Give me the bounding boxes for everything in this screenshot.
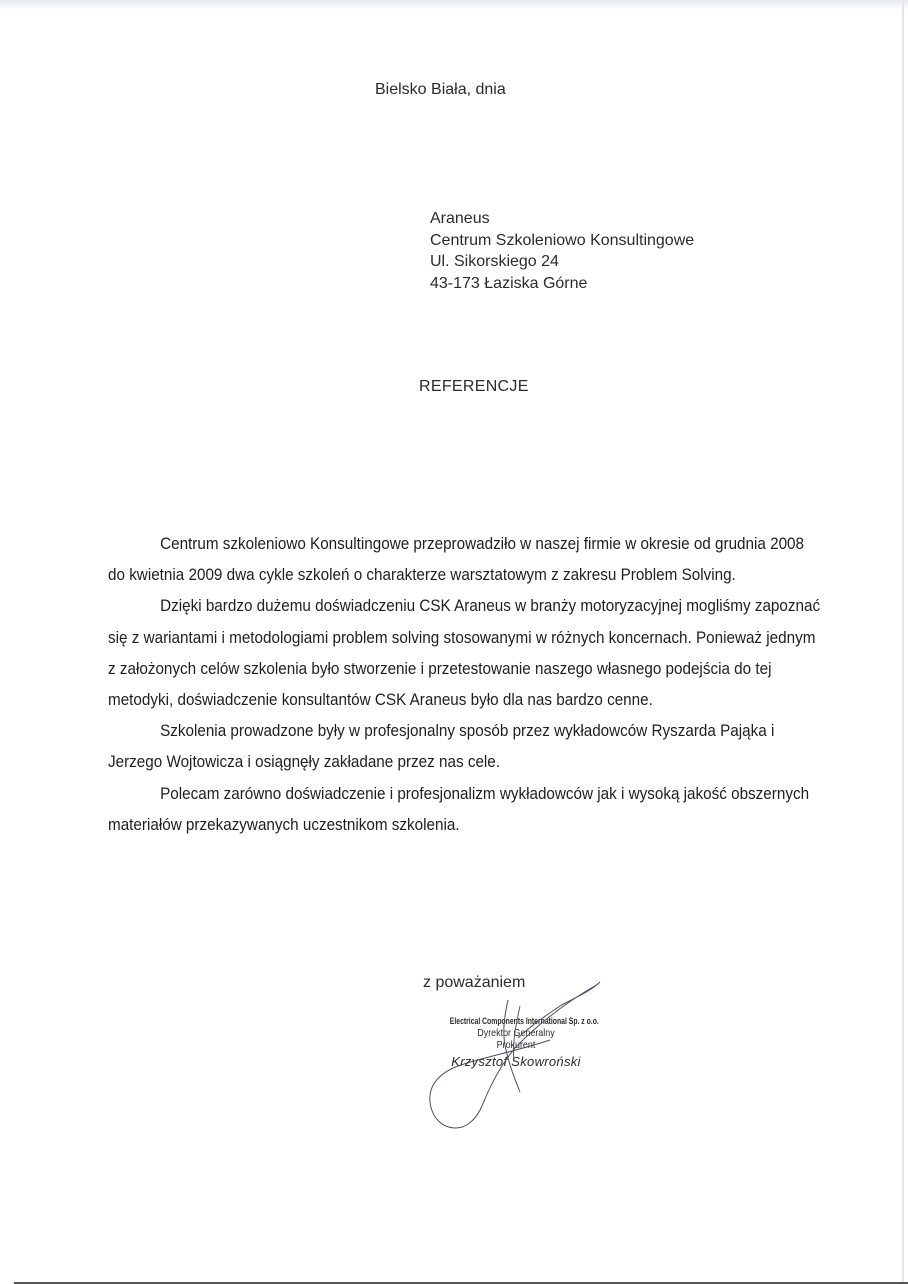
recipient-address — [430, 208, 694, 294]
stamp-signatory-name: Krzysztof Skowroński — [451, 1054, 581, 1069]
recipient-street: Ul. Sikorskiego 24 — [430, 253, 559, 270]
signature-stamp — [436, 1016, 599, 1069]
stamp-role-director: Dyrektor Generalny — [477, 1027, 555, 1039]
body-paragraph: Polecam zarówno doświadczenie i profesjonalizm wykładowców jak i wysoką jakość obszernych materiałów przekazywanych uczestnikom szkolenia. — [108, 784, 810, 834]
stamp-company: Electrical Components International Sp. z o.o. — [449, 1016, 599, 1027]
recipient-city: 43-173 Łaziska Górne — [430, 274, 588, 292]
letter-body — [108, 529, 821, 841]
body-paragraph: Dzięki bardzo dużemu doświadczeniu CSK Araneus w branży motoryzacyjnej mogliśmy zapoznać się z wariantami i metodologiami problem solving stosowanymi w różnych koncernach. Ponieważ jednym z założonych celów szkolenia było stworzenie i przetestowanie naszego własnego podejścia do tej metodyki, doświadczenie konsultantów CSK Araneus było dla nas bardzo cenne. — [108, 597, 821, 710]
body-paragraph: Szkolenia prowadzone były w profesjonalny sposób przez wykładowców Ryszarda Pająka i Jerzego Wojtowicza i osiągnęły zakładane przez nas cele. — [108, 722, 775, 772]
recipient-organization: Centrum Szkoleniowo Konsultingowe — [430, 231, 695, 249]
stamp-role-proxy: Prokurent — [496, 1039, 536, 1051]
scan-edge-top — [0, 0, 908, 10]
place-date: Bielsko Biała, dnia — [375, 81, 506, 98]
document-title: REFERENCJE — [419, 378, 529, 395]
scan-edge-right — [902, 0, 904, 1284]
body-paragraph: Centrum szkoleniowo Konsultingowe przeprowadziło w naszej firmie w okresie od grudnia 2008 do kwietnia 2009 dwa cykle szkoleń o charakterze warsztatowym z zakresu Problem Solving. — [108, 535, 805, 585]
recipient-name: Araneus — [430, 210, 490, 227]
closing-salutation: z poważaniem — [423, 974, 526, 991]
